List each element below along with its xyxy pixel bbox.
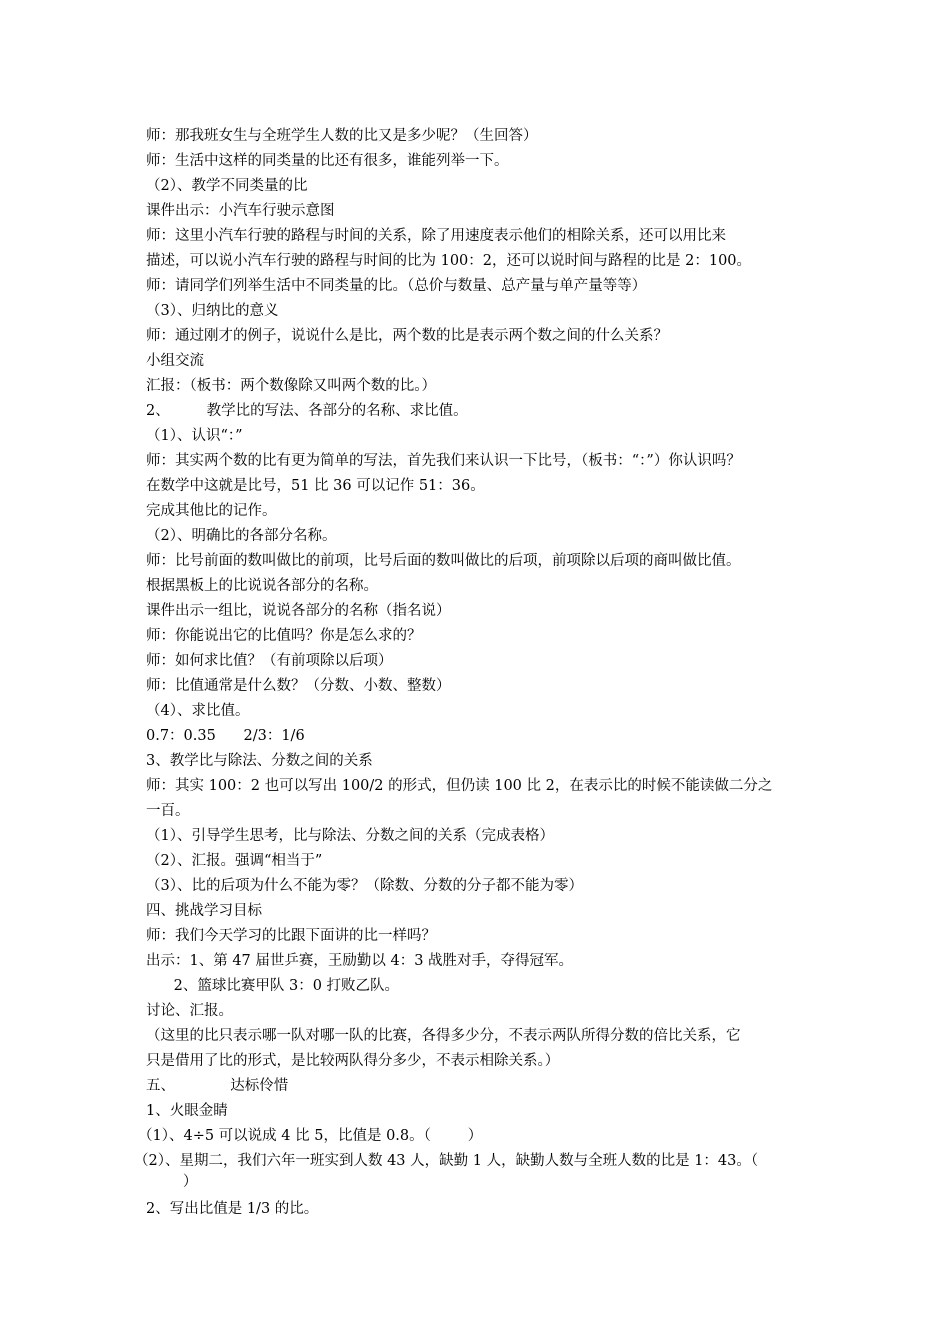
text-line: 在数学中这就是比号，51 比 36 可以记作 51：36。 <box>146 478 485 494</box>
text-line: 一百。 <box>146 803 190 819</box>
text-line: （1）、引导学生思考，比与除法、分数之间的关系（完成表格） <box>146 828 554 844</box>
text-line: 讨论、汇报。 <box>146 1003 233 1019</box>
text-line: （2）、明确比的各部分名称。 <box>146 528 337 544</box>
text-line: 汇报：（板书：两个数像除又叫两个数的比。） <box>146 378 436 394</box>
text-line: 师：如何求比值？（有前项除以后项） <box>146 653 393 669</box>
text-line: 1、火眼金睛 <box>146 1103 228 1119</box>
text-line: 师：那我班女生与全班学生人数的比又是多少呢？（生回答） <box>146 128 538 144</box>
text-line: （3）、归纳比的意义 <box>146 303 279 319</box>
text-line: 2、篮球比赛甲队 3：0 打败乙队。 <box>146 978 400 994</box>
text-line: 四、挑战学习目标 <box>146 903 262 919</box>
text-line: 2、写出比值是 1/3 的比。 <box>146 1201 319 1217</box>
text-line: 根据黑板上的比说说各部分的名称。 <box>146 578 378 594</box>
text-line: （1）、认识“：” <box>146 428 243 444</box>
text-line: （2）、汇报。强调“相当于” <box>146 853 323 869</box>
text-line: 师：请同学们列举生活中不同类量的比。（总价与数量、总产量与单产量等等） <box>146 278 647 294</box>
text-line: （2）、教学不同类量的比 <box>146 178 308 194</box>
text-line: （这里的比只表示哪一队对哪一队的比赛，各得多少分，不表示两队所得分数的倍比关系，它 <box>146 1028 741 1044</box>
text-line: （1）、4÷5 可以说成 4 比 5，比值是 0.8。（ ） <box>138 1128 483 1144</box>
text-line: （2）、星期二，我们六年一班实到人数 43 人，缺勤 1 人，缺勤人数与全班人数的比是 1：43。（ <box>134 1153 759 1169</box>
text-line: 完成其他比的记作。 <box>146 503 277 519</box>
text-line: 师：我们今天学习的比跟下面讲的比一样吗？ <box>146 928 436 944</box>
text-line: 只是借用了比的形式，是比较两队得分多少，不表示相除关系。） <box>146 1053 560 1069</box>
text-line: 2、 教学比的写法、各部分的名称、求比值。 <box>146 403 468 419</box>
text-line: ） <box>146 1174 198 1190</box>
text-line: 课件出示：小汽车行驶示意图 <box>146 203 335 219</box>
text-line: 师：生活中这样的同类量的比还有很多，谁能列举一下。 <box>146 153 509 169</box>
text-line: 描述，可以说小汽车行驶的路程与时间的比为 100：2，还可以说时间与路程的比是 2：100。 <box>146 253 752 269</box>
text-line: （3）、比的后项为什么不能为零？（除数、分数的分子都不能为零） <box>146 878 583 894</box>
text-line: 出示：1、第 47 届世乒赛，王励勤以 4：3 战胜对手，夺得冠军。 <box>146 953 574 969</box>
text-line: 3、教学比与除法、分数之间的关系 <box>146 753 373 769</box>
text-line: 师：这里小汽车行驶的路程与时间的关系，除了用速度表示他们的相除关系，还可以用比来 <box>146 228 726 244</box>
text-line: 师：其实两个数的比有更为简单的写法，首先我们来认识一下比号，（板书：“：”）你认识吗？ <box>146 453 741 469</box>
text-line: 师：比值通常是什么数？（分数、小数、整数） <box>146 678 451 694</box>
text-line: 0.7：0.35 2/3：1/6 <box>146 728 305 744</box>
text-line: 师：通过刚才的例子，说说什么是比，两个数的比是表示两个数之间的什么关系？ <box>146 328 668 344</box>
text-line: 五、 达标伶惜 <box>146 1078 289 1094</box>
text-line: 课件出示一组比，说说各部分的名称（指名说） <box>146 603 451 619</box>
text-line: 小组交流 <box>146 353 204 369</box>
text-line: 师：比号前面的数叫做比的前项，比号后面的数叫做比的后项，前项除以后项的商叫做比值。 <box>146 553 741 569</box>
text-line: 师：你能说出它的比值吗？你是怎么求的？ <box>146 628 422 644</box>
text-line: （4）、求比值。 <box>146 703 250 719</box>
text-line: 师：其实 100：2 也可以写出 100/2 的形式，但仍读 100 比 2，在表示比的时候不能读做二分之 <box>146 778 773 794</box>
